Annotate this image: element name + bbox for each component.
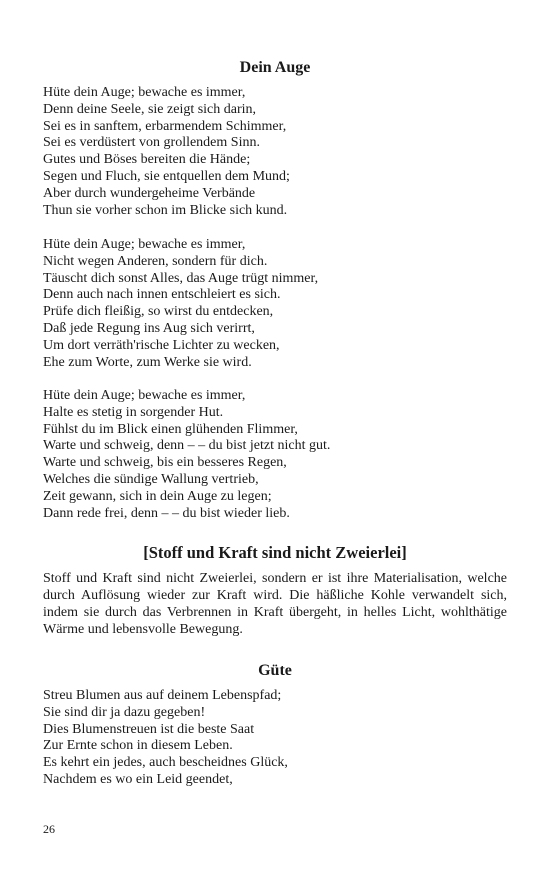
poem-line: Dann rede frei, denn – – du bist wieder lieb. [43,505,290,521]
poem-stanza-2 [43,237,507,371]
poem-line: Halte es stetig in sorgender Hut. [43,404,224,420]
poem-line: Sei es in sanftem, erbarmendem Schimmer, [43,118,287,134]
poem-line: Hüte dein Auge; bewache es immer, [43,388,246,403]
poem-line: Denn deine Seele, sie zeigt sich darin, [43,101,257,117]
poem-line: Nachdem es wo ein Leid geendet, [43,771,233,787]
poem-line: Hüte dein Auge; bewache es immer, [43,237,246,252]
poem-line: Es kehrt ein jedes, auch bescheidnes Glück, [43,755,288,771]
poem-line: Dies Blumenstreuen ist die beste Saat [43,721,255,737]
poem-line: Zur Ernte schon in diesem Leben. [43,738,233,754]
poem-line: Daß jede Regung ins Aug sich verirrt, [43,320,255,336]
poem-line: Gutes und Böses bereiten die Hände; [43,152,251,168]
section-title: [Stoff und Kraft sind nicht Zweierlei] [143,543,407,562]
poem-stanza-3 [43,388,507,522]
poem-line: Fühlst du im Blick einen glühenden Flimmer, [43,421,298,437]
page-number: 26 [43,822,55,836]
poem-stanza-1 [43,85,507,219]
poem-line: Sei es verdüstert von grollendem Sinn. [43,135,260,151]
poem-line: Hüte dein Auge; bewache es immer, [43,85,246,100]
poem-line: Prüfe dich fleißig, so wirst du entdecken, [43,304,274,320]
poem-line: Um dort verräth'rische Lichter zu wecken, [43,337,280,353]
poem-title: Güte [258,662,292,679]
poem-line: Aber durch wundergeheime Verbände [43,185,256,201]
poem-line: Thun sie vorher schon im Blicke sich kund. [43,202,288,218]
poem-line: Zeit gewann, sich in dein Auge zu legen; [43,488,272,504]
poem-line: Sie sind dir ja dazu gegeben! [43,704,206,720]
poem-line: Nicht wegen Anderen, sondern für dich. [43,253,268,269]
prose-paragraph: Stoff und Kraft sind nicht Zweierlei, sondern er ist ihre Materialisation, welche durch Auflösung wieder zur Kraft wird. Die häßliche Kohle verwandelt sich, indem sie durch das Verbrennen in Kraft übergeht, in helles Licht, wohlthätige Wärme und lebensvolle Bewegung. [43,571,507,637]
poem-line: Streu Blumen aus auf deinem Lebenspfad; [43,688,282,703]
poem-line: Täuscht dich sonst Alles, das Auge trügt nimmer, [43,270,319,286]
poem-line: Warte und schweig, denn – – du bist jetzt nicht gut. [43,438,331,454]
poem-stanza [43,688,507,789]
poem-line: Denn auch nach innen entschleiert es sich. [43,287,281,303]
poem-line: Ehe zum Worte, zum Werke sie wird. [43,354,252,370]
poem-line: Warte und schweig, bis ein besseres Regen, [43,455,287,471]
poem-title: Dein Auge [239,59,311,76]
poem-line: Welches die sündige Wallung vertrieb, [43,471,259,487]
poem-line: Segen und Fluch, sie entquellen dem Mund; [43,168,290,184]
